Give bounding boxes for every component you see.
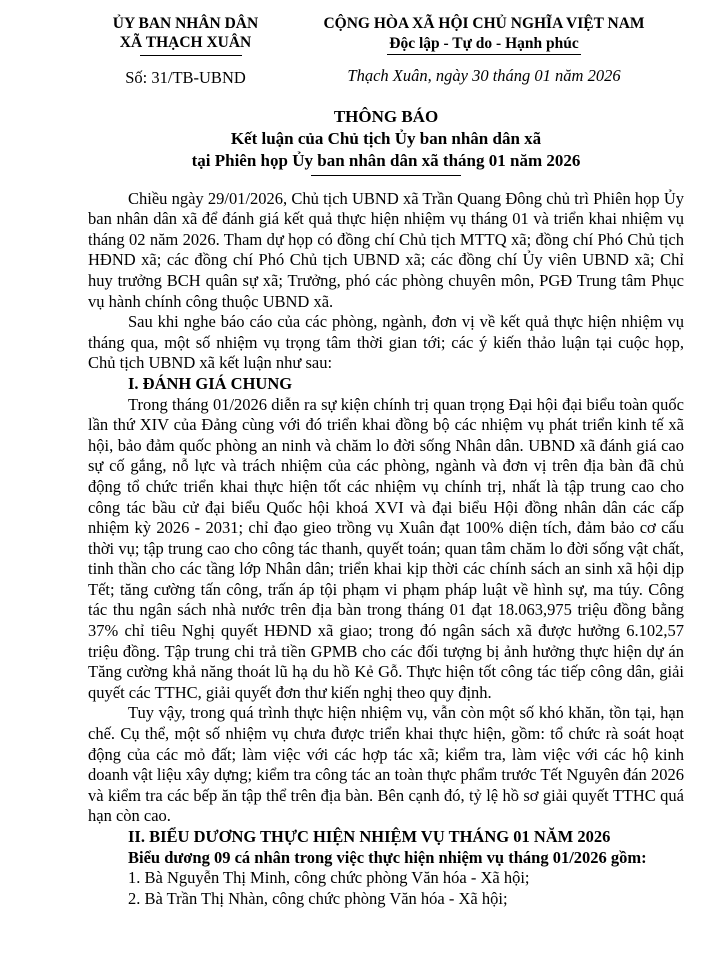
national-heading-block [284,14,684,87]
paragraph-opening: Chiều ngày 29/01/2026, Chủ tịch UBND xã Trần Quang Đông chủ trì Phiên họp Ủy ban nhân dân xã để đánh giá kết quả thực hiện nhiệm vụ tháng 01 và triển khai nhiệm vụ tháng 02 năm 2026. Tham dự họp có đồng chí Chủ tịch MTTQ xã; đồng chí Phó Chủ tịch HĐND xã; các đồng chí Phó Chủ tịch UBND xã; các đồng chí Ủy viên UBND xã; Chỉ huy trưởng BCH quân sự xã; Trưởng, phó các phòng chuyên môn, PGĐ Trung tâm Phục vụ hành chính công thuộc UBND xã. [88,188,684,311]
paragraph-assessment: Trong tháng 01/2026 diễn ra sự kiện chính trị quan trọng Đại hội đại biểu toàn quốc lần thứ XIV của Đảng cùng với đó triển khai đồng bộ các nhiệm vụ phát triển kinh tế xã hội, bảo đảm quốc phòng an ninh và chăm lo đời sống Nhân dân. UBND xã đánh giá cao sự cố gắng, nỗ lực và trách nhiệm của các phòng, ngành và đơn vị trên địa bàn đã chủ động tổ chức triển khai thực hiện tốt các nhiệm vụ chính trị, nhất là tập trung cao cho công tác bầu cử đại biểu Quốc hội khoá XVI và đại biểu Hội đồng nhân dân các cấp nhiệm kỳ 2026 - 2031; chỉ đạo gieo trồng vụ Xuân đạt 100% diện tích, đảm bảo cơ cấu thời vụ; tập trung cao cho công tác thanh, quyết toán; quan tâm chăm lo đời sống vật chất, tinh thần cho các tầng lớp Nhân dân; triển khai kịp thời các chính sách an sinh xã hội dịp Tết; tăng cường tấn công, trấn áp tội phạm vi phạm pháp luật về hình sự, ma túy. Công tác thu ngân sách nhà nước trên địa bàn trong tháng 01 đạt 18.063,975 triệu đồng bằng 37% chỉ tiêu Nghị quyết HĐND xã giao; trong đó ngân sách xã được hưởng 6.102,57 triệu đồng. Tập trung chi trả tiền GPMB cho các đối tượng bị ảnh hưởng thực hiện dự án Tăng cường khả năng thoát lũ hạ du hồ Kẻ Gỗ. Thực hiện tốt công tác tiếp công dân, giải quyết các TTHC, giải quyết đơn thư kiến nghị theo quy định. [88,394,684,702]
title-underline [311,175,461,176]
issuing-authority-line2: XÃ THẠCH XUÂN [119,34,252,51]
commendation-lead: Biểu dương 09 cá nhân trong việc thực hiện nhiệm vụ tháng 01/2026 gồm: [128,847,647,867]
commendation-item-1: 1. Bà Nguyễn Thị Minh, công chức phòng Văn hóa - Xã hội; [128,868,530,888]
title-subtitle-line1: Kết luận của Chủ tịch Ủy ban nhân dân xã [230,128,542,148]
section-heading-2: II. BIỂU DƯƠNG THỰC HIỆN NHIỆM VỤ THÁNG 01 NĂM 2026 [128,827,611,846]
paragraph-shortcomings: Tuy vậy, trong quá trình thực hiện nhiệm vụ, vẫn còn một số khó khăn, tồn tại, hạn chế. Cụ thể, một số nhiệm vụ chưa được triển khai thực hiện, gồm: tổ chức rà soát hoạt động của các mỏ đất; làm việc với các hợp tác xã; kiểm tra, làm việc với các hộ kinh doanh vật liệu xây dựng; kiểm tra công tác an toàn thực phẩm trước Tết Nguyên đán 2026 và kiểm tra các bếp ăn tập thể trên địa bàn. Bên cạnh đó, tỷ lệ hồ sơ giải quyết TTHC quá hạn còn cao. [88,703,684,826]
document-type: THÔNG BÁO [333,106,439,126]
paragraph-conclusion-intro: Sau khi nghe báo cáo của các phòng, ngành, đơn vị về kết quả thực hiện nhiệm vụ tháng qua, một số nhiệm vụ trọng tâm thời gian tới; các ý kiến thảo luận tại cuộc họp, Chủ tịch UBND xã kết luận như sau: [88,312,684,373]
title-subtitle-line2: tại Phiên họp Ủy ban nhân dân xã tháng 01 năm 2026 [191,150,581,170]
authority-underline [140,55,242,56]
issuing-authority-line1: ỦY BAN NHÂN DÂN [112,15,259,32]
national-name: CỘNG HÒA XÃ HỘI CHỦ NGHĨA VIỆT NAM [323,15,645,32]
commendation-item-2: 2. Bà Trần Thị Nhàn, công chức phòng Văn hóa - Xã hội; [128,888,508,908]
document-number: Số: 31/TB-UBND [125,68,246,87]
document-header [88,14,684,89]
document-title [88,106,684,176]
issuing-authority-block [88,14,283,89]
national-motto: Độc lập - Tự do - Hạnh phúc [387,34,580,55]
place-and-date: Thạch Xuân, ngày 30 tháng 01 năm 2026 [347,66,621,85]
document-body [88,189,684,910]
section-heading-1: I. ĐÁNH GIÁ CHUNG [128,373,293,393]
